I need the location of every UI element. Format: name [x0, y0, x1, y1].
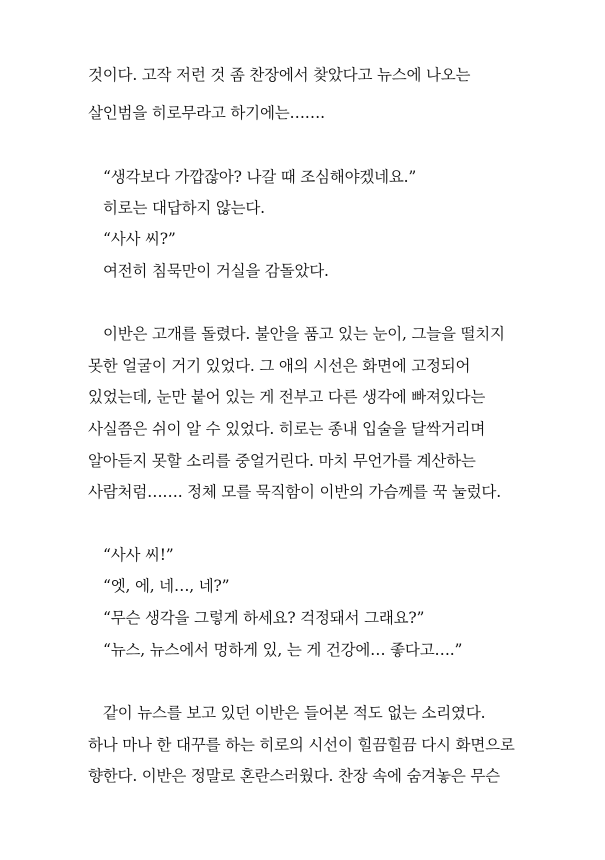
dialogue-line: “생각보다 가깝잖아? 나갈 때 조심해야겠네요.”	[103, 168, 417, 186]
dialogue-line: “엣, 에, 네…, 네?”	[103, 577, 230, 595]
text-line: 살인범을 히로무라고 하기에는…….	[88, 104, 325, 122]
text-line: 하나 마나 한 대꾸를 하는 히로의 시선이 힐끔힐끔 다시 화면으로	[88, 736, 515, 754]
dialogue-line: “사사 씨?”	[103, 230, 176, 248]
text-line: 알아듣지 못할 소리를 중얼거린다. 마치 무언가를 계산하는	[88, 452, 476, 470]
text-line: 이반은 고개를 돌렸다. 불안을 품고 있는 눈이, 그늘을 떨치지	[103, 325, 505, 343]
dialogue-line: “사사 씨!”	[103, 546, 174, 564]
text-line: 못한 얼굴이 거기 있었다. 그 애의 시선은 화면에 고정되어	[88, 357, 471, 375]
text-line: 향한다. 이반은 정말로 혼란스러웠다. 찬장 속에 숨겨놓은 무슨	[88, 767, 500, 785]
text-line: 히로는 대답하지 않는다.	[103, 199, 265, 217]
text-line: 것이다. 고작 저런 것 좀 찬장에서 찾았다고 뉴스에 나오는	[88, 66, 471, 84]
dialogue-line: “뉴스, 뉴스에서 멍하게 있, 는 게 건강에… 좋다고….”	[103, 641, 463, 659]
dialogue-line: “무슨 생각을 그렇게 하세요? 걱정돼서 그래요?”	[103, 609, 425, 627]
text-line: 같이 뉴스를 보고 있던 이반은 들어본 적도 없는 소리였다.	[103, 704, 486, 722]
text-line: 사람처럼……. 정체 모를 묵직함이 이반의 가슴께를 꾹 눌렀다.	[88, 483, 501, 501]
text-line: 여전히 침묵만이 거실을 감돌았다.	[103, 262, 329, 280]
text-line: 있었는데, 눈만 붙어 있는 게 전부고 다른 생각에 빠져있다는	[88, 388, 486, 406]
text-line: 사실쯤은 쉬이 알 수 있었다. 히로는 종내 입술을 달싹거리며	[88, 420, 486, 438]
